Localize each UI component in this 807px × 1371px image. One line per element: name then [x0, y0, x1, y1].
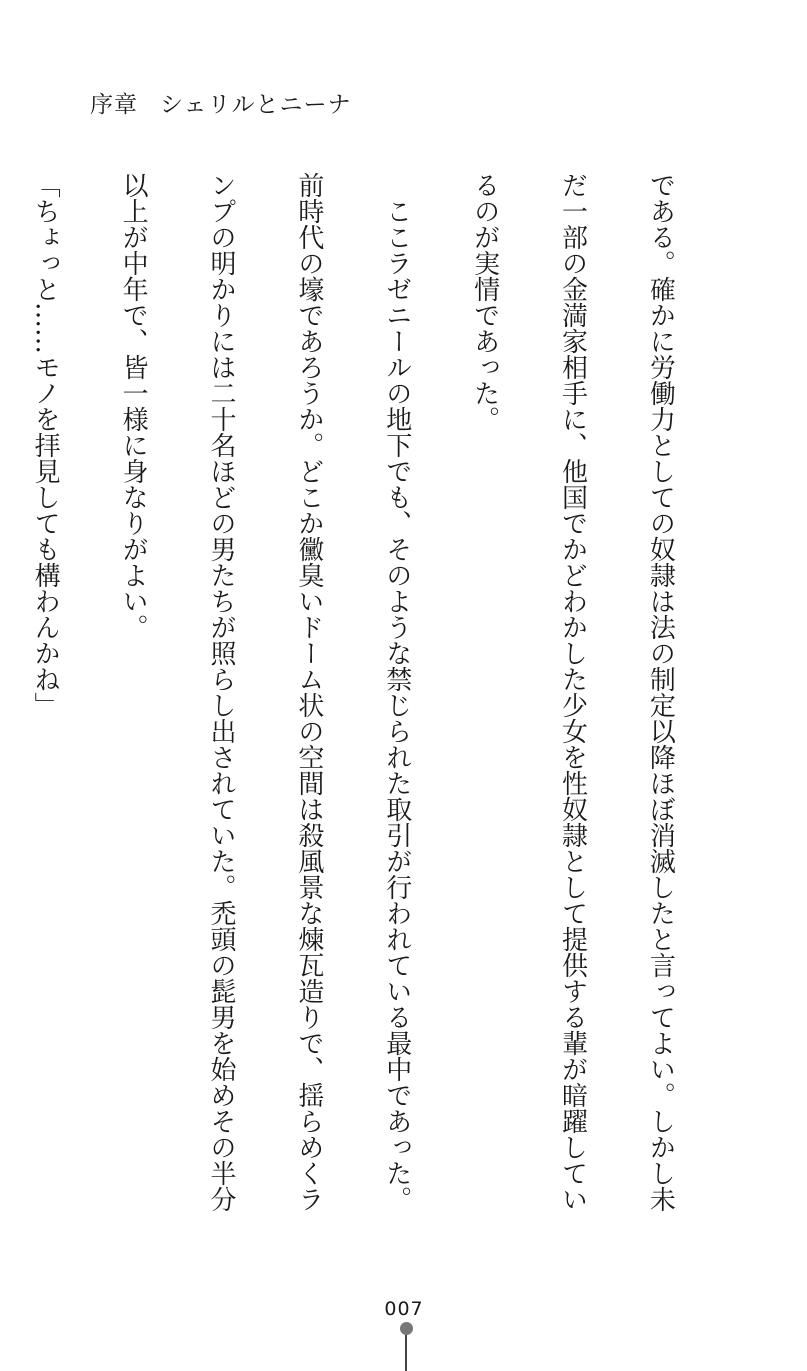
- chapter-title: シェリルとニーナ: [160, 92, 352, 118]
- text-line: ここラゼニールの地下でも、そのような禁じられた取引が行われている最中であった。: [381, 172, 412, 1212]
- text-line: ンプの明かりには二十名ほどの男たちが照らし出されていた。禿頭の髭男を始めその半分: [205, 172, 236, 1212]
- page-marker-dot-icon: [400, 1322, 413, 1335]
- text-line: 以上が中年で、皆一様に身なりがよい。: [118, 172, 149, 640]
- text-line: 前時代の壕であろうか。どこか黴臭いドーム状の空間は殺風景な煉瓦造りで、揺らめくラ: [293, 172, 324, 1212]
- running-header: [90, 86, 352, 119]
- body-text: [0, 172, 733, 1212]
- page-number: 007: [384, 1298, 424, 1320]
- text-line: だ一部の金満家相手に、他国でかどわかした少女を性奴隷として提供する輩が暗躍してい: [557, 172, 588, 1212]
- text-line: るのが実情であった。: [469, 172, 500, 432]
- chapter-label: 序章: [90, 92, 138, 118]
- text-line: 「ちょっと……モノを拝見しても構わんかね」: [30, 172, 61, 718]
- text-line: である。確かに労働力としての奴隷は法の制定以降ほぼ消滅したと言ってよい。しかし未: [645, 172, 676, 1212]
